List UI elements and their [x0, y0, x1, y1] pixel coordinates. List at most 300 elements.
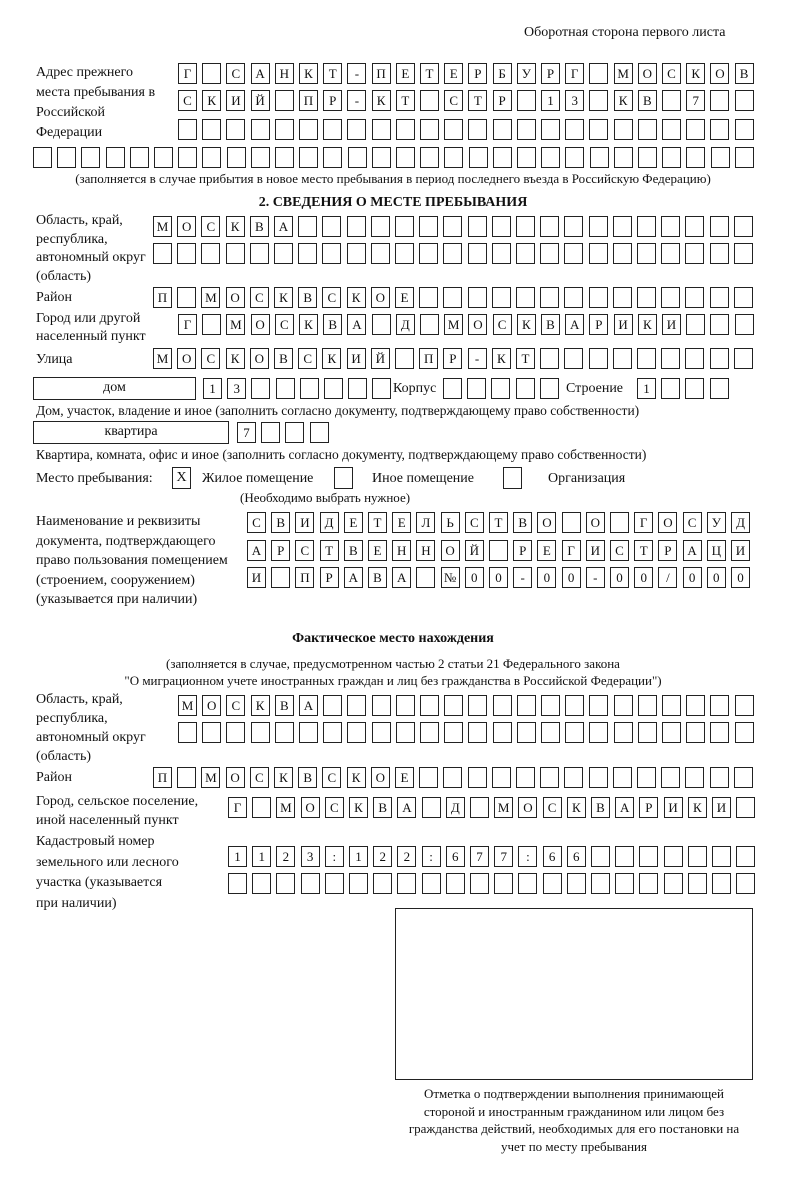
char-cell[interactable]	[589, 63, 608, 84]
char-cell[interactable]	[564, 243, 583, 264]
char-cell[interactable]: С	[298, 348, 317, 369]
char-cell[interactable]: О	[226, 287, 245, 308]
char-cell[interactable]	[251, 147, 270, 168]
char-cell[interactable]	[419, 287, 438, 308]
char-cell[interactable]	[615, 873, 634, 894]
char-cell[interactable]	[710, 216, 729, 237]
char-cell[interactable]: -	[347, 63, 366, 84]
char-cell[interactable]: 1	[637, 378, 656, 399]
char-cell[interactable]: Р	[513, 540, 532, 561]
char-cell[interactable]: 7	[470, 846, 489, 867]
char-cell[interactable]	[661, 287, 680, 308]
char-cell[interactable]: К	[686, 63, 705, 84]
char-cell[interactable]	[325, 873, 344, 894]
char-cell[interactable]: Г	[565, 63, 584, 84]
char-cell[interactable]	[323, 119, 342, 140]
char-cell[interactable]	[492, 216, 511, 237]
char-cell[interactable]: К	[274, 287, 293, 308]
char-cell[interactable]	[202, 722, 221, 743]
char-cell[interactable]: С	[226, 63, 245, 84]
char-cell[interactable]	[395, 348, 414, 369]
char-cell[interactable]	[610, 512, 629, 533]
char-cell[interactable]: И	[664, 797, 683, 818]
char-cell[interactable]: О	[177, 348, 196, 369]
char-cell[interactable]	[591, 873, 610, 894]
char-cell[interactable]	[397, 873, 416, 894]
char-cell[interactable]	[226, 243, 245, 264]
char-cell[interactable]: Е	[396, 63, 415, 84]
char-cell[interactable]: Н	[275, 63, 294, 84]
char-cell[interactable]: К	[226, 216, 245, 237]
char-cell[interactable]	[298, 243, 317, 264]
char-cell[interactable]	[274, 243, 293, 264]
char-cell[interactable]: Л	[416, 512, 435, 533]
char-cell[interactable]: П	[299, 90, 318, 111]
char-cell[interactable]	[347, 119, 366, 140]
char-cell[interactable]	[564, 287, 583, 308]
char-cell[interactable]	[564, 348, 583, 369]
char-cell[interactable]	[712, 873, 731, 894]
char-cell[interactable]: К	[614, 90, 633, 111]
char-cell[interactable]: Р	[320, 567, 339, 588]
char-cell[interactable]	[614, 722, 633, 743]
char-cell[interactable]: Й	[371, 348, 390, 369]
char-cell[interactable]: Г	[178, 63, 197, 84]
char-cell[interactable]	[613, 216, 632, 237]
char-cell[interactable]	[468, 119, 487, 140]
char-cell[interactable]	[661, 243, 680, 264]
char-cell[interactable]	[261, 422, 280, 443]
char-cell[interactable]: С	[662, 63, 681, 84]
char-cell[interactable]	[444, 722, 463, 743]
char-cell[interactable]	[661, 348, 680, 369]
char-cell[interactable]	[662, 722, 681, 743]
char-cell[interactable]	[710, 767, 729, 788]
char-cell[interactable]: С	[444, 90, 463, 111]
char-cell[interactable]: А	[299, 695, 318, 716]
char-cell[interactable]: С	[465, 512, 484, 533]
char-cell[interactable]	[540, 287, 559, 308]
char-cell[interactable]: К	[299, 314, 318, 335]
char-cell[interactable]	[734, 287, 753, 308]
char-cell[interactable]	[685, 216, 704, 237]
char-cell[interactable]	[638, 147, 657, 168]
char-cell[interactable]: 0	[465, 567, 484, 588]
stay-option-other-checkbox[interactable]	[334, 467, 353, 489]
char-cell[interactable]: О	[658, 512, 677, 533]
char-cell[interactable]	[324, 378, 343, 399]
char-cell[interactable]	[712, 846, 731, 867]
char-cell[interactable]: 0	[610, 567, 629, 588]
char-cell[interactable]: И	[347, 348, 366, 369]
char-cell[interactable]	[685, 243, 704, 264]
char-cell[interactable]	[541, 722, 560, 743]
char-cell[interactable]: К	[492, 348, 511, 369]
char-cell[interactable]	[492, 243, 511, 264]
char-cell[interactable]: О	[586, 512, 605, 533]
char-cell[interactable]	[275, 90, 294, 111]
char-cell[interactable]: С	[543, 797, 562, 818]
char-cell[interactable]	[688, 873, 707, 894]
char-cell[interactable]	[639, 873, 658, 894]
char-cell[interactable]: Е	[444, 63, 463, 84]
char-cell[interactable]	[662, 119, 681, 140]
char-cell[interactable]	[443, 767, 462, 788]
char-cell[interactable]	[420, 722, 439, 743]
char-cell[interactable]: -	[586, 567, 605, 588]
char-cell[interactable]	[420, 695, 439, 716]
char-cell[interactable]: О	[251, 314, 270, 335]
char-cell[interactable]	[276, 873, 295, 894]
char-cell[interactable]	[372, 314, 391, 335]
char-cell[interactable]	[516, 243, 535, 264]
char-cell[interactable]: С	[250, 767, 269, 788]
char-cell[interactable]: 0	[707, 567, 726, 588]
char-cell[interactable]	[685, 767, 704, 788]
char-cell[interactable]: О	[638, 63, 657, 84]
char-cell[interactable]: К	[349, 797, 368, 818]
char-cell[interactable]	[468, 695, 487, 716]
char-cell[interactable]	[637, 243, 656, 264]
char-cell[interactable]	[298, 216, 317, 237]
char-cell[interactable]: С	[275, 314, 294, 335]
char-cell[interactable]	[492, 767, 511, 788]
char-cell[interactable]	[710, 90, 729, 111]
char-cell[interactable]: К	[251, 695, 270, 716]
char-cell[interactable]	[285, 422, 304, 443]
char-cell[interactable]	[419, 767, 438, 788]
char-cell[interactable]: Т	[489, 512, 508, 533]
char-cell[interactable]: О	[371, 767, 390, 788]
char-cell[interactable]: В	[591, 797, 610, 818]
char-cell[interactable]	[419, 216, 438, 237]
char-cell[interactable]	[517, 90, 536, 111]
char-cell[interactable]	[419, 243, 438, 264]
char-cell[interactable]	[347, 243, 366, 264]
char-cell[interactable]: Т	[323, 63, 342, 84]
char-cell[interactable]	[422, 797, 441, 818]
char-cell[interactable]: Е	[368, 540, 387, 561]
char-cell[interactable]	[590, 147, 609, 168]
char-cell[interactable]: Г	[178, 314, 197, 335]
char-cell[interactable]	[178, 722, 197, 743]
char-cell[interactable]: Р	[443, 348, 462, 369]
char-cell[interactable]: М	[178, 695, 197, 716]
char-cell[interactable]: Е	[392, 512, 411, 533]
char-cell[interactable]	[662, 147, 681, 168]
char-cell[interactable]: С	[493, 314, 512, 335]
char-cell[interactable]: В	[298, 767, 317, 788]
char-cell[interactable]: А	[251, 63, 270, 84]
char-cell[interactable]	[638, 695, 657, 716]
char-cell[interactable]	[637, 287, 656, 308]
char-cell[interactable]: П	[295, 567, 314, 588]
char-cell[interactable]	[177, 767, 196, 788]
char-cell[interactable]	[276, 378, 295, 399]
char-cell[interactable]: У	[517, 63, 536, 84]
char-cell[interactable]: Г	[634, 512, 653, 533]
char-cell[interactable]: :	[518, 846, 537, 867]
char-cell[interactable]	[201, 243, 220, 264]
char-cell[interactable]	[639, 846, 658, 867]
char-cell[interactable]	[468, 722, 487, 743]
char-cell[interactable]	[541, 695, 560, 716]
char-cell[interactable]: К	[274, 767, 293, 788]
char-cell[interactable]	[470, 797, 489, 818]
char-cell[interactable]: 1	[349, 846, 368, 867]
char-cell[interactable]	[517, 695, 536, 716]
char-cell[interactable]: Д	[396, 314, 415, 335]
char-cell[interactable]	[202, 119, 221, 140]
char-cell[interactable]	[516, 287, 535, 308]
char-cell[interactable]	[710, 119, 729, 140]
char-cell[interactable]: Т	[468, 90, 487, 111]
char-cell[interactable]: К	[347, 287, 366, 308]
char-cell[interactable]	[638, 119, 657, 140]
char-cell[interactable]	[252, 797, 271, 818]
char-cell[interactable]	[589, 119, 608, 140]
char-cell[interactable]	[637, 216, 656, 237]
char-cell[interactable]: И	[731, 540, 750, 561]
char-cell[interactable]	[614, 695, 633, 716]
char-cell[interactable]	[686, 695, 705, 716]
char-cell[interactable]	[615, 846, 634, 867]
char-cell[interactable]	[347, 216, 366, 237]
char-cell[interactable]	[300, 378, 319, 399]
char-cell[interactable]: Т	[396, 90, 415, 111]
char-cell[interactable]: Р	[468, 63, 487, 84]
char-cell[interactable]: В	[275, 695, 294, 716]
char-cell[interactable]: К	[638, 314, 657, 335]
char-cell[interactable]	[589, 722, 608, 743]
char-cell[interactable]	[637, 348, 656, 369]
char-cell[interactable]: В	[271, 512, 290, 533]
char-cell[interactable]	[372, 119, 391, 140]
char-cell[interactable]	[372, 147, 391, 168]
char-cell[interactable]	[541, 119, 560, 140]
char-cell[interactable]: 0	[634, 567, 653, 588]
char-cell[interactable]	[736, 873, 755, 894]
char-cell[interactable]	[567, 873, 586, 894]
char-cell[interactable]	[685, 378, 704, 399]
char-cell[interactable]: К	[322, 348, 341, 369]
char-cell[interactable]: С	[178, 90, 197, 111]
char-cell[interactable]	[661, 767, 680, 788]
char-cell[interactable]: Ь	[441, 512, 460, 533]
char-cell[interactable]	[565, 119, 584, 140]
char-cell[interactable]	[347, 695, 366, 716]
char-cell[interactable]	[661, 216, 680, 237]
char-cell[interactable]	[540, 348, 559, 369]
char-cell[interactable]	[613, 287, 632, 308]
char-cell[interactable]: 3	[565, 90, 584, 111]
char-cell[interactable]	[541, 147, 560, 168]
char-cell[interactable]: О	[202, 695, 221, 716]
char-cell[interactable]: Т	[634, 540, 653, 561]
char-cell[interactable]: И	[586, 540, 605, 561]
char-cell[interactable]	[396, 722, 415, 743]
char-cell[interactable]	[323, 695, 342, 716]
char-cell[interactable]: 1	[252, 846, 271, 867]
char-cell[interactable]	[396, 147, 415, 168]
char-cell[interactable]	[661, 378, 680, 399]
char-cell[interactable]	[228, 873, 247, 894]
char-cell[interactable]: Ц	[707, 540, 726, 561]
char-cell[interactable]: Б	[493, 63, 512, 84]
char-cell[interactable]: 6	[543, 846, 562, 867]
char-cell[interactable]: А	[565, 314, 584, 335]
char-cell[interactable]	[106, 147, 125, 168]
char-cell[interactable]: К	[202, 90, 221, 111]
char-cell[interactable]	[443, 287, 462, 308]
char-cell[interactable]: М	[153, 216, 172, 237]
char-cell[interactable]: 3	[227, 378, 246, 399]
house-type-field[interactable]: дом	[33, 377, 196, 400]
char-cell[interactable]	[251, 722, 270, 743]
char-cell[interactable]	[444, 147, 463, 168]
char-cell[interactable]: А	[683, 540, 702, 561]
char-cell[interactable]: О	[441, 540, 460, 561]
char-cell[interactable]: А	[397, 797, 416, 818]
char-cell[interactable]	[130, 147, 149, 168]
char-cell[interactable]: Н	[392, 540, 411, 561]
char-cell[interactable]	[396, 119, 415, 140]
char-cell[interactable]	[299, 722, 318, 743]
char-cell[interactable]	[81, 147, 100, 168]
char-cell[interactable]: 0	[683, 567, 702, 588]
char-cell[interactable]	[310, 422, 329, 443]
char-cell[interactable]	[178, 119, 197, 140]
char-cell[interactable]	[540, 378, 559, 399]
char-cell[interactable]: К	[347, 767, 366, 788]
char-cell[interactable]: П	[419, 348, 438, 369]
char-cell[interactable]: К	[688, 797, 707, 818]
stay-option-organization-checkbox[interactable]	[503, 467, 522, 489]
char-cell[interactable]: А	[392, 567, 411, 588]
char-cell[interactable]	[226, 722, 245, 743]
char-cell[interactable]	[395, 243, 414, 264]
char-cell[interactable]	[492, 287, 511, 308]
char-cell[interactable]: 0	[489, 567, 508, 588]
char-cell[interactable]: И	[712, 797, 731, 818]
char-cell[interactable]	[251, 378, 270, 399]
char-cell[interactable]	[493, 695, 512, 716]
char-cell[interactable]: В	[368, 567, 387, 588]
char-cell[interactable]: И	[614, 314, 633, 335]
stay-option-residential-checkbox[interactable]: X	[172, 467, 191, 489]
char-cell[interactable]	[517, 119, 536, 140]
char-cell[interactable]: 2	[373, 846, 392, 867]
char-cell[interactable]: А	[615, 797, 634, 818]
char-cell[interactable]: О	[537, 512, 556, 533]
char-cell[interactable]	[491, 378, 510, 399]
char-cell[interactable]	[735, 722, 754, 743]
char-cell[interactable]: К	[299, 63, 318, 84]
char-cell[interactable]: 6	[567, 846, 586, 867]
char-cell[interactable]	[517, 722, 536, 743]
char-cell[interactable]	[301, 873, 320, 894]
char-cell[interactable]	[685, 287, 704, 308]
char-cell[interactable]	[735, 314, 754, 335]
char-cell[interactable]: В	[638, 90, 657, 111]
char-cell[interactable]	[710, 378, 729, 399]
char-cell[interactable]	[686, 722, 705, 743]
char-cell[interactable]: В	[274, 348, 293, 369]
char-cell[interactable]	[489, 540, 508, 561]
char-cell[interactable]	[591, 846, 610, 867]
char-cell[interactable]	[710, 348, 729, 369]
char-cell[interactable]	[178, 147, 197, 168]
char-cell[interactable]: Е	[395, 767, 414, 788]
char-cell[interactable]	[734, 767, 753, 788]
char-cell[interactable]	[562, 512, 581, 533]
char-cell[interactable]	[322, 216, 341, 237]
char-cell[interactable]: 7	[237, 422, 256, 443]
char-cell[interactable]: :	[325, 846, 344, 867]
char-cell[interactable]	[420, 90, 439, 111]
char-cell[interactable]: Г	[228, 797, 247, 818]
char-cell[interactable]: Й	[465, 540, 484, 561]
char-cell[interactable]	[589, 767, 608, 788]
char-cell[interactable]	[153, 243, 172, 264]
char-cell[interactable]	[372, 378, 391, 399]
char-cell[interactable]: С	[322, 767, 341, 788]
char-cell[interactable]: 2	[276, 846, 295, 867]
char-cell[interactable]	[396, 695, 415, 716]
char-cell[interactable]	[711, 147, 730, 168]
char-cell[interactable]: Р	[658, 540, 677, 561]
char-cell[interactable]	[664, 873, 683, 894]
char-cell[interactable]	[468, 216, 487, 237]
char-cell[interactable]: Е	[344, 512, 363, 533]
char-cell[interactable]: К	[226, 348, 245, 369]
char-cell[interactable]	[637, 767, 656, 788]
char-cell[interactable]	[710, 314, 729, 335]
char-cell[interactable]: 7	[686, 90, 705, 111]
char-cell[interactable]: Р	[493, 90, 512, 111]
char-cell[interactable]: 7	[494, 846, 513, 867]
char-cell[interactable]: С	[201, 348, 220, 369]
char-cell[interactable]: О	[371, 287, 390, 308]
char-cell[interactable]	[710, 243, 729, 264]
char-cell[interactable]: К	[517, 314, 536, 335]
char-cell[interactable]: А	[274, 216, 293, 237]
char-cell[interactable]: 0	[562, 567, 581, 588]
char-cell[interactable]	[299, 119, 318, 140]
char-cell[interactable]: М	[614, 63, 633, 84]
char-cell[interactable]	[202, 63, 221, 84]
char-cell[interactable]	[613, 767, 632, 788]
char-cell[interactable]	[323, 147, 342, 168]
char-cell[interactable]	[662, 90, 681, 111]
char-cell[interactable]: В	[344, 540, 363, 561]
char-cell[interactable]	[736, 846, 755, 867]
char-cell[interactable]: Р	[589, 314, 608, 335]
char-cell[interactable]	[688, 846, 707, 867]
char-cell[interactable]	[710, 722, 729, 743]
char-cell[interactable]: 1	[203, 378, 222, 399]
char-cell[interactable]	[446, 873, 465, 894]
char-cell[interactable]: 6	[446, 846, 465, 867]
char-cell[interactable]	[565, 722, 584, 743]
char-cell[interactable]	[664, 846, 683, 867]
char-cell[interactable]: О	[518, 797, 537, 818]
char-cell[interactable]	[395, 216, 414, 237]
char-cell[interactable]	[614, 119, 633, 140]
char-cell[interactable]	[516, 378, 535, 399]
char-cell[interactable]: -	[513, 567, 532, 588]
char-cell[interactable]	[564, 767, 583, 788]
